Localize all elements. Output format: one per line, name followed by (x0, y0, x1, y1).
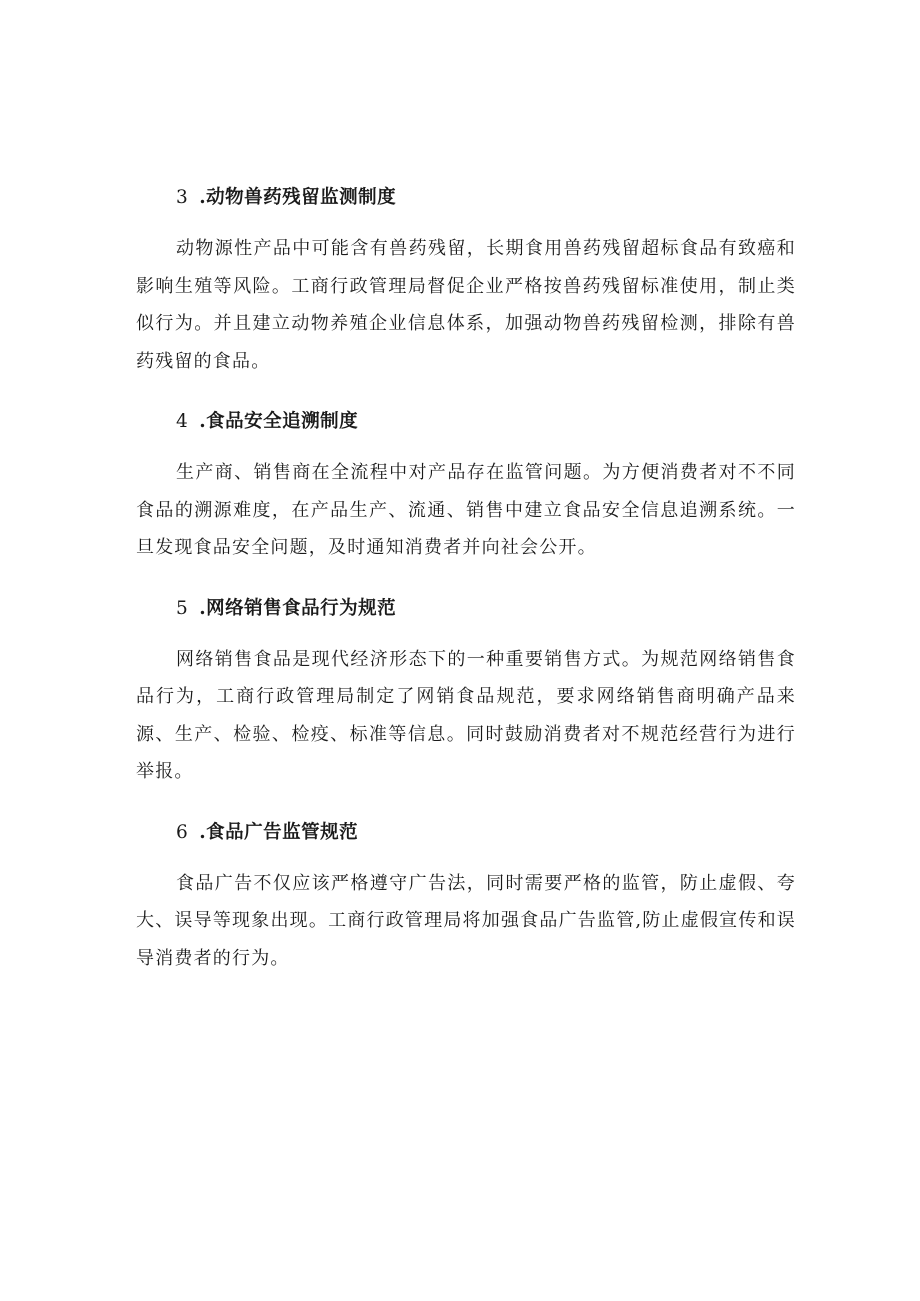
section-number: 3 (176, 187, 189, 208)
section-paragraph: 网络销售食品是现代经济形态下的一种重要销售方式。为规范网络销售食品行为，工商行政管理局制定了网销食品规范，要求网络销售商明确产品来源、生产、检验、检疫、标准等信息。同时鼓励消费者对不规范经营行为进行举报。 (136, 648, 796, 782)
section-paragraph: 动物源性产品中可能含有兽药残留，长期食用兽药残留超标食品有致癌和影响生殖等风险。工商行政管理局督促企业严格按兽药残留标准使用，制止类似行为。并且建立动物养殖企业信息体系，加强动物兽药残留检测，排除有兽药残留的食品。 (136, 238, 796, 372)
section-paragraph: 生产商、销售商在全流程中对产品存在监管问题。为方便消费者对不不同食品的溯源难度，在产品生产、流通、销售中建立食品安全信息追溯系统。一旦发现食品安全问题，及时通知消费者并向社会公开。 (136, 462, 796, 558)
section-heading (136, 813, 796, 853)
document-content (136, 178, 796, 999)
section-title: .食品广告监管规范 (199, 821, 359, 843)
section-5 (136, 589, 796, 791)
section-number: 4 (176, 411, 189, 432)
section-4 (136, 402, 796, 567)
section-number: 5 (176, 597, 189, 619)
section-3 (136, 178, 796, 380)
section-title: .动物兽药残留监测制度 (199, 187, 397, 208)
section-heading (136, 178, 796, 218)
section-heading (136, 402, 796, 442)
section-heading (136, 589, 796, 629)
section-title: .网络销售食品行为规范 (199, 597, 397, 619)
section-6 (136, 813, 796, 978)
section-title: .食品安全追溯制度 (199, 411, 359, 432)
section-number: 6 (176, 821, 189, 843)
section-paragraph: 食品广告不仅应该严格遵守广告法，同时需要严格的监管，防止虚假、夸大、误导等现象出现。工商行政管理局将加强食品广告监管,防止虚假宣传和误导消费者的行为。 (136, 872, 796, 969)
